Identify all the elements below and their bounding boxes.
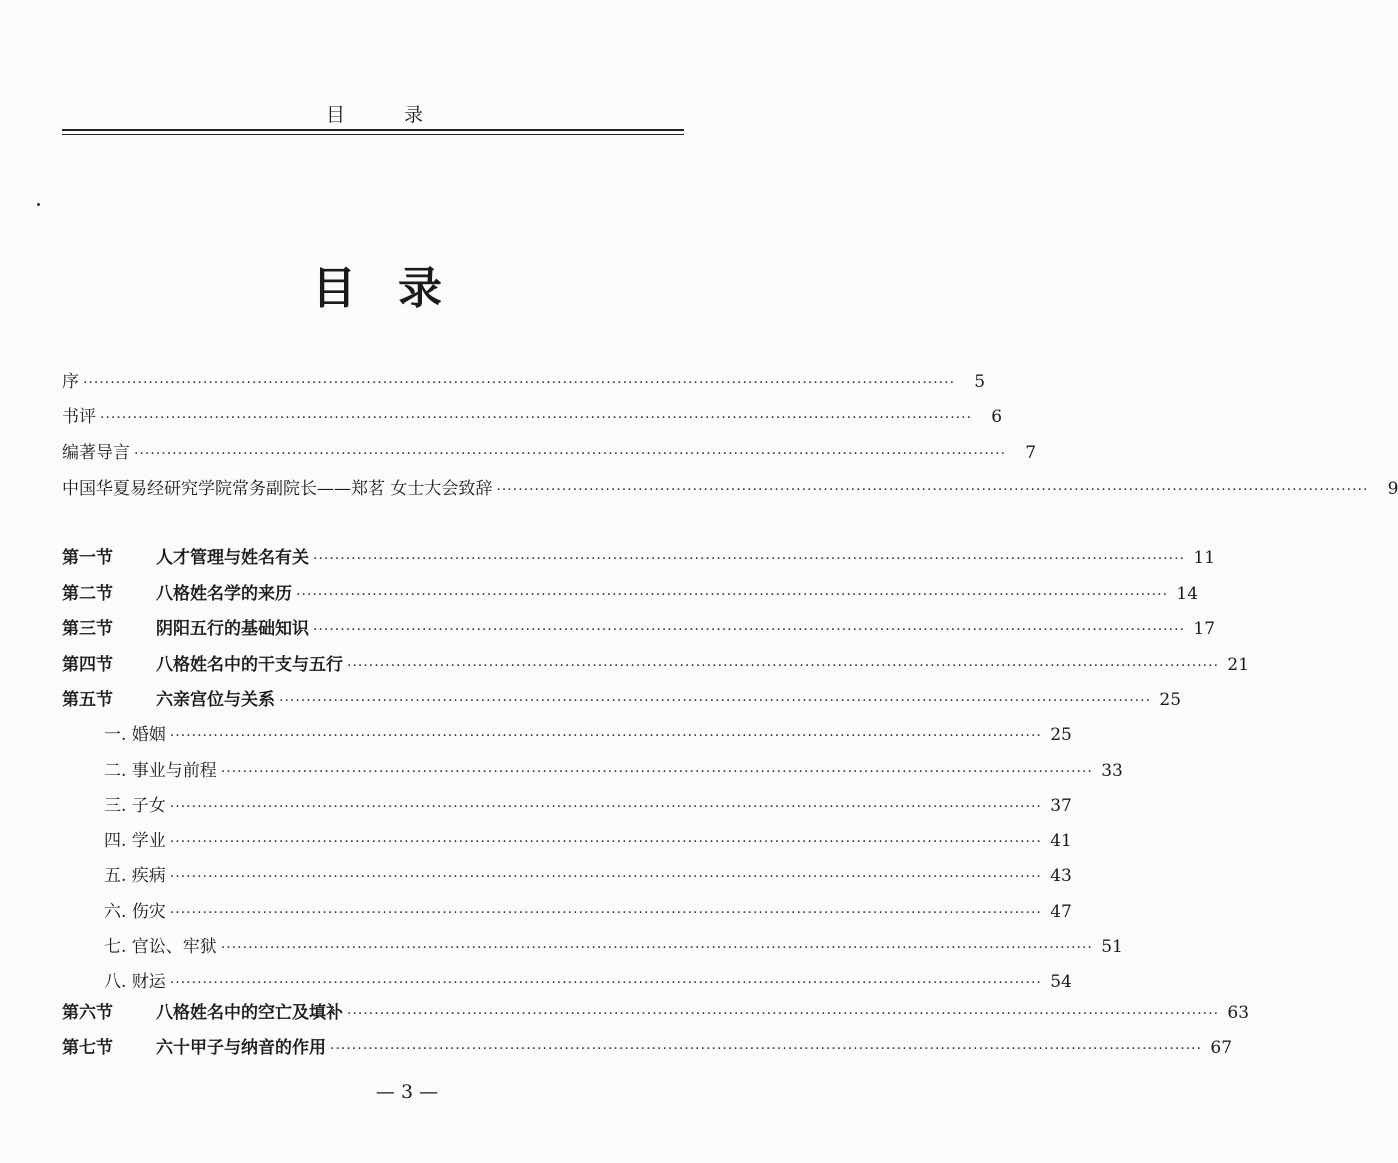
- toc-leader-dots: ································································································································································: [169, 905, 1042, 921]
- toc-section-number: 第三节: [62, 619, 113, 639]
- toc-page-number: 17: [1193, 619, 1216, 639]
- toc-section-title: 六亲宫位与关系: [156, 690, 275, 710]
- toc-entry: [62, 723, 1072, 747]
- toc-entry: [62, 1036, 1233, 1060]
- toc-page-number: 37: [1050, 796, 1072, 816]
- toc-entry-title: 五. 疾病: [104, 866, 166, 886]
- toc-leader-dots: ································································································································································: [496, 482, 1369, 498]
- toc-leader-dots: ································································································································································: [347, 1006, 1220, 1022]
- toc-entry-title: 四. 学业: [104, 831, 166, 851]
- toc-page-number: 21: [1227, 655, 1250, 675]
- toc-leader-dots: ································································································································································: [279, 693, 1152, 709]
- toc-section-number: 第七节: [62, 1038, 113, 1058]
- toc-section-number: 第六节: [62, 1003, 113, 1023]
- toc-section-number: 第二节: [62, 584, 113, 604]
- toc-section-number: 第四节: [62, 655, 113, 675]
- toc-section-title: 阴阳五行的基础知识: [156, 619, 309, 639]
- header-rule-thin: [62, 134, 684, 135]
- toc-leader-dots: ································································································································································: [220, 940, 1093, 956]
- toc-entry: [62, 441, 1037, 465]
- toc-entry: [62, 970, 1072, 994]
- toc-page-number: 54: [1050, 972, 1072, 992]
- toc-entry-title: [62, 582, 292, 606]
- toc-page-number: 33: [1101, 761, 1123, 781]
- toc-page-number: 11: [1193, 548, 1216, 568]
- toc-entry: [62, 829, 1072, 853]
- toc-entry: [62, 370, 986, 394]
- toc-leader-dots: ································································································································································: [83, 375, 956, 391]
- toc-leader-dots: ································································································································································: [169, 975, 1042, 991]
- toc-page-number: 47: [1050, 902, 1072, 922]
- toc-entry: [62, 653, 1250, 677]
- toc-entry-title: 八. 财运: [104, 972, 166, 992]
- toc-entry: [62, 794, 1072, 818]
- toc-section-title: 人才管理与姓名有关: [156, 548, 309, 568]
- toc-entry: [62, 688, 1182, 712]
- toc-entry-title: 七. 官讼、牢狱: [104, 937, 217, 957]
- page-title-char-2: 录: [398, 263, 442, 314]
- toc-entry-title: 编著导言: [62, 443, 130, 463]
- toc-entry: [62, 546, 1216, 570]
- toc-leader-dots: ································································································································································: [169, 799, 1042, 815]
- toc-section-title: 八格姓名中的干支与五行: [156, 655, 343, 675]
- toc-page-number: 63: [1227, 1003, 1250, 1023]
- toc-section-number: 第一节: [62, 548, 113, 568]
- toc-page-number: 9: [1387, 479, 1398, 499]
- toc-page-number: 6: [991, 407, 1003, 427]
- toc-leader-dots: ································································································································································: [347, 658, 1220, 674]
- toc-entry-title: 一. 婚姻: [104, 725, 166, 745]
- toc-entry: [62, 864, 1072, 888]
- running-header-char-1: 目: [326, 104, 346, 126]
- toc-page-number: 5: [974, 372, 986, 392]
- toc-page-number: 41: [1050, 831, 1072, 851]
- toc-page-number: 51: [1101, 937, 1123, 957]
- page-number-footer: — 3 —: [375, 1081, 439, 1103]
- toc-entry-title: [62, 1036, 326, 1060]
- toc-entry-title: [62, 653, 343, 677]
- toc-page-number: 25: [1050, 725, 1072, 745]
- toc-entry-title: 三. 子女: [104, 796, 166, 816]
- toc-page-number: 25: [1159, 690, 1182, 710]
- toc-leader-dots: ································································································································································: [220, 764, 1093, 780]
- toc-leader-dots: ································································································································································: [169, 869, 1042, 885]
- toc-leader-dots: ································································································································································: [313, 551, 1186, 567]
- toc-entry: [62, 935, 1123, 959]
- toc-entry: [62, 900, 1072, 924]
- toc-entry: [62, 759, 1123, 783]
- toc-page-number: 14: [1176, 584, 1199, 604]
- toc-entry-title: 二. 事业与前程: [104, 761, 217, 781]
- toc-entry-title: 序: [62, 372, 79, 392]
- toc-entry-title: [62, 546, 309, 570]
- toc-section-number: 第五节: [62, 690, 113, 710]
- running-header-char-2: 录: [404, 104, 424, 126]
- toc-entry-title: 书评: [62, 407, 96, 427]
- toc-section-title: 八格姓名学的来历: [156, 584, 292, 604]
- scan-speck: [37, 203, 40, 206]
- toc-leader-dots: ································································································································································: [313, 622, 1186, 638]
- toc-entry: [62, 582, 1199, 606]
- toc-entry: [62, 405, 1003, 429]
- toc-leader-dots: ································································································································································: [100, 410, 973, 426]
- toc-entry: [62, 477, 1398, 501]
- toc-section-title: 六十甲子与纳音的作用: [156, 1038, 326, 1058]
- toc-leader-dots: ································································································································································: [169, 834, 1042, 850]
- toc-section-title: 八格姓名中的空亡及填补: [156, 1003, 343, 1023]
- toc-entry-title: [62, 617, 309, 641]
- toc-leader-dots: ································································································································································: [330, 1041, 1203, 1057]
- toc-page-number: 7: [1025, 443, 1037, 463]
- page-title-char-1: 目: [312, 263, 356, 314]
- toc-page-number: 43: [1050, 866, 1072, 886]
- toc-entry-title: [62, 688, 275, 712]
- toc-entry: [62, 617, 1216, 641]
- toc-entry-title: 中国华夏易经研究学院常务副院长——郑茗 女士大会致辞: [62, 479, 493, 499]
- header-rule-thick: [62, 129, 684, 131]
- toc-page-number: 67: [1210, 1038, 1233, 1058]
- toc-leader-dots: ································································································································································: [134, 446, 1007, 462]
- toc-leader-dots: ································································································································································: [296, 587, 1169, 603]
- toc-entry: [62, 1001, 1250, 1025]
- toc-leader-dots: ································································································································································: [169, 728, 1042, 744]
- toc-entry-title: 六. 伤灾: [104, 902, 166, 922]
- toc-entry-title: [62, 1001, 343, 1025]
